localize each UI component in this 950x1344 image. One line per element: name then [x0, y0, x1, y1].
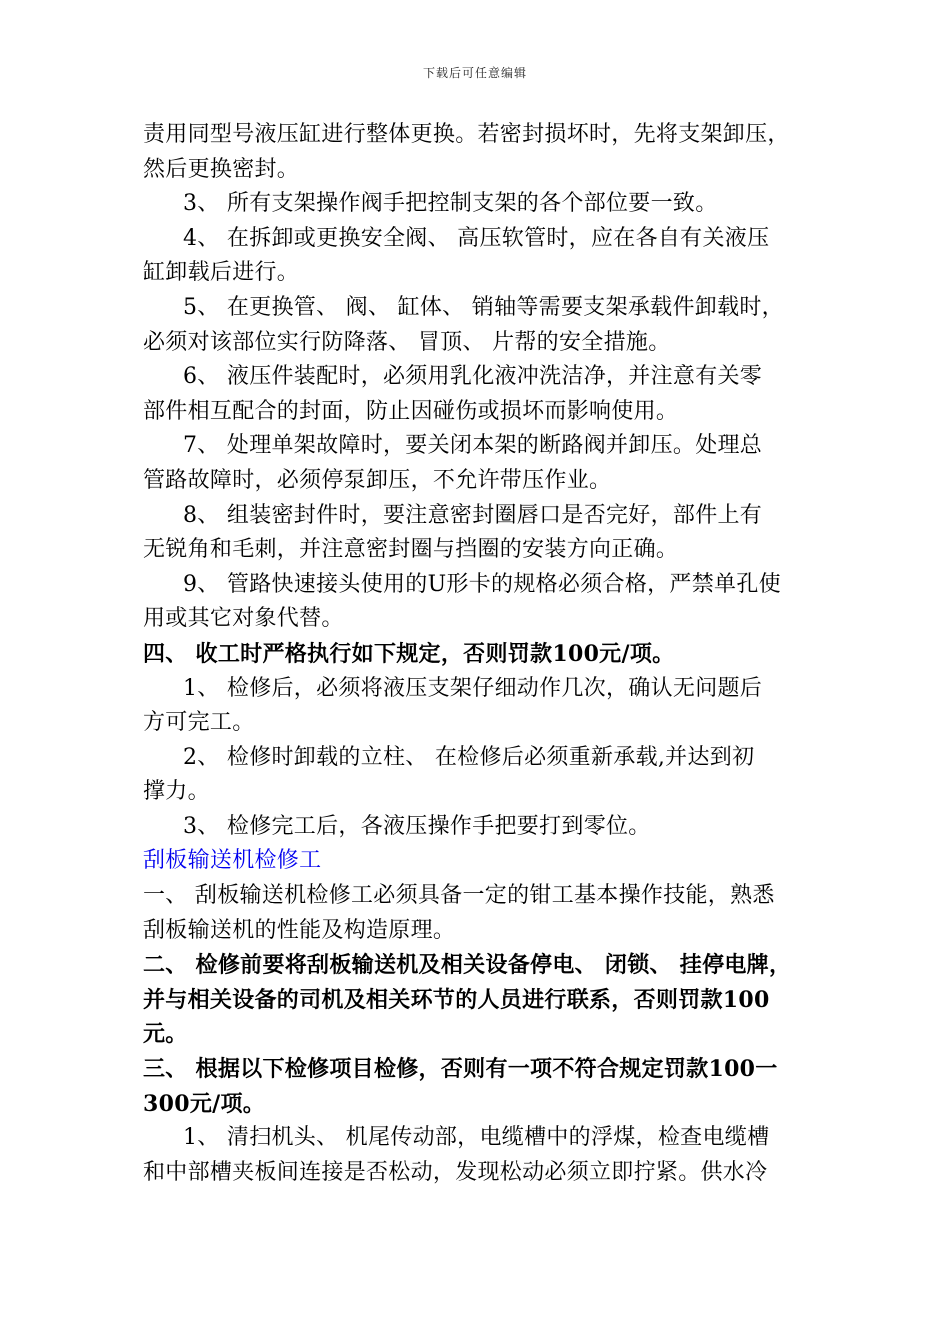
text-line: 和中部槽夹板间连接是否松动，发现松动必须立即拧紧。供水冷 [143, 1159, 768, 1185]
text-line: 部件相互配合的封面，防止因碰伤或损坏而影响使用。 [143, 398, 679, 424]
section-heading: 300元/项。 [143, 1090, 266, 1117]
section-heading: 二、 检修前要将刮板输送机及相关设备停电、 闭锁、 挂停电牌， [143, 952, 792, 979]
text-line: 刮板输送机的性能及构造原理。 [143, 917, 456, 943]
document-body [143, 118, 813, 1190]
text-line: 无锐角和毛刺，并注意密封圈与挡圈的安装方向正确。 [143, 537, 679, 563]
text-line: 责用同型号液压缸进行整体更换。若密封损坏时，先将支架卸压， [143, 122, 790, 147]
list-item: 4、 在拆卸或更换安全阀、 高压软管时，应在各自有关液压 [183, 225, 770, 251]
section-heading: 元。 [143, 1021, 188, 1048]
list-item: 7、 处理单架故障时，要关闭本架的断路阀并卸压。处理总 [183, 433, 763, 459]
list-item: 1、 检修后，必须将液压支架仔细动作几次，确认无问题后 [183, 675, 763, 701]
list-item: 8、 组装密封件时，要注意密封圈唇口是否完好，部件上有 [183, 502, 763, 528]
section-heading: 并与相关设备的司机及相关环节的人员进行联系，否则罚款100 [143, 986, 770, 1013]
list-item: 1、 清扫机头、 机尾传动部，电缆槽中的浮煤，检查电缆槽 [183, 1125, 770, 1151]
text-line: 然后更换密封。 [143, 156, 300, 182]
page-header: 下载后可任意编辑 [422, 66, 527, 80]
text-line: 缸卸载后进行。 [143, 260, 300, 286]
list-item: 5、 在更换管、 阀、 缸体、 销轴等需要支架承载件卸载时， [183, 294, 784, 320]
section-heading: 四、 收工时严格执行如下规定，否则罚款100元/项。 [143, 640, 675, 667]
text-line: 必须对该部位实行防降落、 冒顶、 片帮的安全措施。 [143, 329, 671, 355]
list-item: 6、 液压件装配时，必须用乳化液冲洗洁净，并注意有关零 [183, 364, 763, 390]
list-item: 9、 管路快速接头使用的U形卡的规格必须合格，严禁单孔使 [183, 571, 781, 597]
list-item: 2、 检修时卸载的立柱、 在检修后必须重新承载,并达到初 [183, 744, 755, 770]
text-line: 撑力。 [143, 779, 210, 805]
text-line: 方可完工。 [143, 710, 255, 736]
text-line: 管路故障时，必须停泵卸压，不允许带压作业。 [143, 467, 612, 493]
section-heading: 三、 根据以下检修项目检修，否则有一项不符合规定罚款100一 [143, 1056, 778, 1083]
list-item: 3、 所有支架操作阀手把控制支架的各个部位要一致。 [183, 191, 718, 217]
text-line: 用或其它对象代替。 [143, 606, 344, 632]
text-line: 一、 刮板输送机检修工必须具备一定的钳工基本操作技能，熟悉 [143, 883, 775, 909]
chapter-heading: 刮板输送机检修工 [143, 848, 322, 874]
list-item: 3、 检修完工后，各液压操作手把要打到零位。 [183, 813, 651, 839]
